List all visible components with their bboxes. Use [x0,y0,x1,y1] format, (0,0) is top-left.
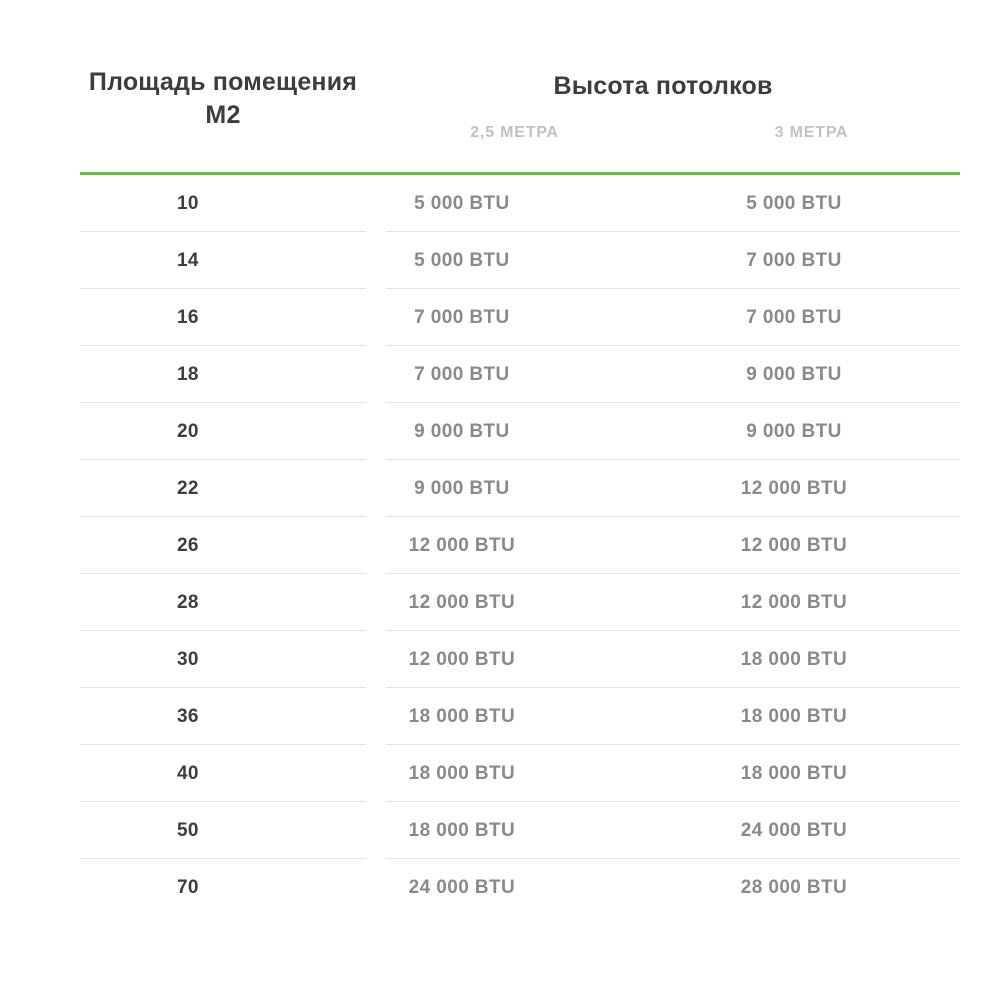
column-header-ceiling-height: Высота потолков [553,72,773,100]
cell-btu-2-5m: 5 000 BTU [414,249,510,271]
cell-btu-2-5m: 9 000 BTU [414,477,510,499]
cell-area: 20 [177,420,199,442]
cell-area: 40 [177,762,199,784]
table-row [80,232,960,289]
cell-btu-2-5m: 9 000 BTU [414,420,510,442]
column-header-area: Площадь помещения М2 [88,68,358,129]
cell-btu-3m: 5 000 BTU [746,192,842,214]
cell-btu-2-5m: 24 000 BTU [408,876,516,898]
cell-btu-2-5m: 12 000 BTU [408,534,516,556]
sub-header-2-5-meters: 2,5 МЕТРА [470,124,559,141]
table-header [80,52,960,172]
cell-btu-3m: 12 000 BTU [740,591,848,613]
cell-btu-3m: 24 000 BTU [740,819,848,841]
table-row [80,631,960,688]
cell-area: 70 [177,876,199,898]
cell-area: 10 [177,192,199,214]
cell-btu-3m: 18 000 BTU [740,648,848,670]
table-body [80,175,960,916]
cell-btu-3m: 18 000 BTU [740,762,848,784]
cell-area: 36 [177,705,199,727]
table-row [80,460,960,517]
cell-area: 28 [177,591,199,613]
table-row [80,517,960,574]
cell-area: 26 [177,534,199,556]
cell-btu-3m: 12 000 BTU [740,477,848,499]
cell-btu-3m: 28 000 BTU [740,876,848,898]
cell-btu-2-5m: 18 000 BTU [408,705,516,727]
cell-btu-2-5m: 5 000 BTU [414,192,510,214]
sub-header-row [366,124,960,142]
table-row [80,346,960,403]
cell-area: 16 [177,306,199,328]
cell-btu-3m: 9 000 BTU [746,420,842,442]
cell-btu-3m: 18 000 BTU [740,705,848,727]
cell-btu-2-5m: 7 000 BTU [414,363,510,385]
cell-btu-3m: 12 000 BTU [740,534,848,556]
cell-area: 50 [177,819,199,841]
cell-btu-2-5m: 7 000 BTU [414,306,510,328]
table-row [80,289,960,346]
cell-btu-3m: 7 000 BTU [746,249,842,271]
table-row [80,403,960,460]
table-row [80,745,960,802]
cell-area: 18 [177,363,199,385]
btu-table [80,52,960,916]
cell-btu-3m: 9 000 BTU [746,363,842,385]
cell-btu-2-5m: 18 000 BTU [408,819,516,841]
table-row [80,175,960,232]
sub-header-3-meters: 3 МЕТРА [774,124,849,141]
table-row [80,688,960,745]
table-row [80,802,960,859]
table-row [80,859,960,916]
cell-btu-2-5m: 18 000 BTU [408,762,516,784]
cell-area: 22 [177,477,199,499]
cell-area: 30 [177,648,199,670]
cell-btu-2-5m: 12 000 BTU [408,591,516,613]
cell-area: 14 [177,249,199,271]
cell-btu-2-5m: 12 000 BTU [408,648,516,670]
cell-btu-3m: 7 000 BTU [746,306,842,328]
table-row [80,574,960,631]
